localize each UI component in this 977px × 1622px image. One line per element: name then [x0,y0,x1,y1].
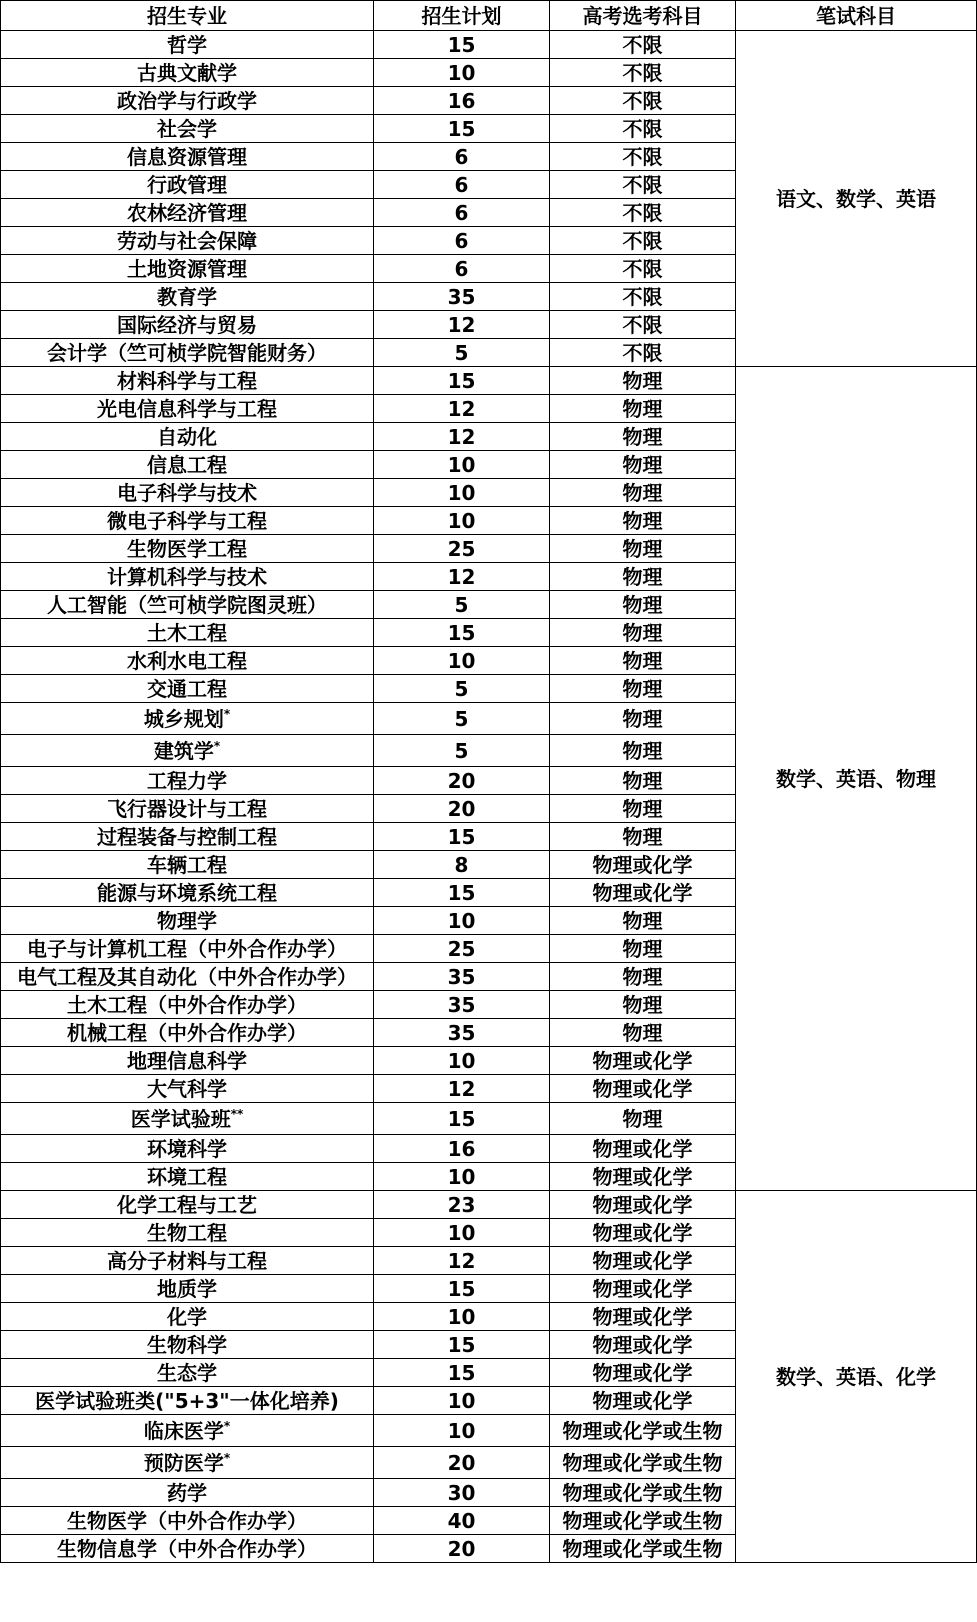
plan-cell: 15 [374,1103,550,1135]
plan-cell: 10 [374,1219,550,1247]
major-cell [1,1359,374,1387]
major-cell [1,1535,374,1563]
table-body [1,31,977,1563]
major-cell [1,423,374,451]
plan-cell: 8 [374,851,550,879]
plan-cell: 40 [374,1507,550,1535]
plan-cell: 25 [374,935,550,963]
major-name: 劳动与社会保障 [117,228,257,253]
plan-cell: 10 [374,1415,550,1447]
selected-subject-cell: 不限 [550,339,736,367]
major-cell [1,507,374,535]
plan-cell: 10 [374,907,550,935]
major-cell [1,851,374,879]
selected-subject-cell: 物理或化学 [550,1331,736,1359]
major-name: 机械工程（中外合作办学） [67,1020,307,1045]
selected-subject-cell: 物理或化学 [550,1047,736,1075]
major-name: 社会学 [157,116,217,141]
major-cell [1,1275,374,1303]
major-cell [1,735,374,767]
selected-subject-cell: 物理或化学 [550,1387,736,1415]
written-exam-cell: 数学、英语、化学 [736,1191,977,1563]
selected-subject-cell: 物理或化学或生物 [550,1535,736,1563]
major-name: 化学工程与工艺 [117,1192,257,1217]
major-cell [1,87,374,115]
plan-cell: 10 [374,451,550,479]
major-name: 哲学 [167,32,207,57]
selected-subject-cell: 物理 [550,907,736,935]
plan-cell: 15 [374,115,550,143]
major-name: 自动化 [157,424,217,449]
plan-cell: 6 [374,199,550,227]
selected-subject-cell: 不限 [550,199,736,227]
major-name: 过程装备与控制工程 [97,824,277,849]
plan-cell: 15 [374,879,550,907]
selected-subject-cell: 物理 [550,735,736,767]
selected-subject-cell: 物理 [550,479,736,507]
major-name: 光电信息科学与工程 [97,396,277,421]
plan-cell: 35 [374,283,550,311]
footnote-mark: * [223,1418,231,1433]
major-cell [1,1191,374,1219]
major-name: 医学试验班 [130,1106,231,1131]
major-name: 环境科学 [147,1136,227,1161]
header-row [1,1,977,31]
major-cell [1,1103,374,1135]
major-name: 药学 [167,1480,207,1505]
plan-cell: 10 [374,507,550,535]
selected-subject-cell: 物理 [550,563,736,591]
major-name: 城乡规划 [143,706,224,731]
major-name: 生物医学（中外合作办学） [67,1508,307,1533]
selected-subject-cell: 物理 [550,367,736,395]
plan-cell: 5 [374,703,550,735]
major-cell [1,535,374,563]
plan-cell: 12 [374,311,550,339]
selected-subject-cell: 物理 [550,795,736,823]
plan-cell: 10 [374,647,550,675]
major-name: 土木工程（中外合作办学） [67,992,307,1017]
plan-cell: 30 [374,1479,550,1507]
major-name: 化学 [167,1304,207,1329]
selected-subject-cell: 物理或化学或生物 [550,1479,736,1507]
major-cell [1,767,374,795]
selected-subject-cell: 物理 [550,703,736,735]
plan-cell: 35 [374,963,550,991]
major-cell [1,1387,374,1415]
selected-subject-cell: 物理或化学或生物 [550,1447,736,1479]
major-name: 交通工程 [147,676,227,701]
plan-cell: 5 [374,339,550,367]
major-name: 信息资源管理 [127,144,247,169]
major-cell [1,283,374,311]
selected-subject-cell: 物理或化学 [550,1135,736,1163]
table-row [1,367,977,395]
selected-subject-cell: 物理 [550,507,736,535]
major-cell [1,879,374,907]
major-name: 电子科学与技术 [117,480,257,505]
major-cell [1,451,374,479]
major-cell [1,339,374,367]
selected-subject-cell: 不限 [550,255,736,283]
selected-subject-cell: 物理 [550,619,736,647]
selected-subject-cell: 不限 [550,283,736,311]
major-name: 能源与环境系统工程 [97,880,277,905]
selected-subject-cell: 物理 [550,935,736,963]
major-name: 土地资源管理 [127,256,247,281]
selected-subject-cell: 物理或化学 [550,1247,736,1275]
major-cell [1,395,374,423]
major-cell [1,1019,374,1047]
major-name: 生态学 [157,1360,217,1385]
selected-subject-cell: 不限 [550,171,736,199]
plan-cell: 5 [374,591,550,619]
plan-cell: 12 [374,563,550,591]
selected-subject-cell: 不限 [550,115,736,143]
plan-cell: 15 [374,823,550,851]
plan-cell: 35 [374,991,550,1019]
plan-cell: 35 [374,1019,550,1047]
major-cell [1,255,374,283]
major-cell [1,31,374,59]
major-name: 大气科学 [147,1076,227,1101]
selected-subject-cell: 物理 [550,963,736,991]
major-cell [1,619,374,647]
major-cell [1,1415,374,1447]
major-name: 古典文献学 [137,60,237,85]
major-name: 信息工程 [147,452,227,477]
major-cell [1,59,374,87]
plan-cell: 23 [374,1191,550,1219]
major-cell [1,703,374,735]
plan-cell: 12 [374,395,550,423]
plan-cell: 12 [374,423,550,451]
table-row [1,31,977,59]
major-name: 建筑学 [153,738,214,763]
footnote-mark: * [223,706,231,721]
major-cell [1,1135,374,1163]
written-exam-cell: 语文、数学、英语 [736,31,977,367]
major-name: 生物科学 [147,1332,227,1357]
major-name: 电子与计算机工程（中外合作办学） [27,936,347,961]
plan-cell: 25 [374,535,550,563]
major-cell [1,1075,374,1103]
selected-subject-cell: 不限 [550,311,736,339]
major-name: 生物工程 [147,1220,227,1245]
major-cell [1,991,374,1019]
plan-cell: 10 [374,1047,550,1075]
major-name: 车辆工程 [147,852,227,877]
major-name: 会计学（竺可桢学院智能财务） [47,340,327,365]
major-cell [1,143,374,171]
selected-subject-cell: 物理或化学 [550,1275,736,1303]
selected-subject-cell: 物理或化学 [550,1163,736,1191]
major-name: 地理信息科学 [127,1048,247,1073]
header-written-exam: 笔试科目 [736,1,977,31]
selected-subject-cell: 不限 [550,87,736,115]
plan-cell: 15 [374,1275,550,1303]
major-name: 工程力学 [147,768,227,793]
plan-cell: 6 [374,143,550,171]
major-cell [1,647,374,675]
major-name: 环境工程 [147,1164,227,1189]
selected-subject-cell: 物理 [550,675,736,703]
selected-subject-cell: 物理 [550,647,736,675]
header-major: 招生专业 [1,1,374,31]
major-name: 教育学 [157,284,217,309]
plan-cell: 20 [374,1535,550,1563]
plan-cell: 20 [374,767,550,795]
plan-cell: 6 [374,171,550,199]
plan-cell: 15 [374,1359,550,1387]
header-plan: 招生计划 [374,1,550,31]
major-name: 高分子材料与工程 [107,1248,267,1273]
major-cell [1,1047,374,1075]
major-cell [1,1163,374,1191]
plan-cell: 15 [374,367,550,395]
major-cell [1,1331,374,1359]
selected-subject-cell: 物理 [550,591,736,619]
major-cell [1,311,374,339]
major-name: 预防医学 [143,1450,224,1475]
major-cell [1,171,374,199]
major-cell [1,675,374,703]
major-name: 生物医学工程 [127,536,247,561]
plan-cell: 16 [374,87,550,115]
major-name: 地质学 [157,1276,217,1301]
major-cell [1,115,374,143]
major-cell [1,199,374,227]
selected-subject-cell: 物理 [550,535,736,563]
selected-subject-cell: 物理或化学 [550,1303,736,1331]
plan-cell: 15 [374,1331,550,1359]
written-exam-cell: 数学、英语、物理 [736,367,977,1191]
major-cell [1,1447,374,1479]
plan-cell: 16 [374,1135,550,1163]
major-cell [1,563,374,591]
selected-subject-cell: 物理 [550,451,736,479]
header-selected-subject: 高考选考科目 [550,1,736,31]
selected-subject-cell: 物理 [550,423,736,451]
selected-subject-cell: 物理 [550,395,736,423]
selected-subject-cell: 物理或化学 [550,1359,736,1387]
major-name: 生物信息学（中外合作办学） [57,1536,317,1561]
major-name: 土木工程 [147,620,227,645]
major-name: 物理学 [157,908,217,933]
major-name: 电气工程及其自动化（中外合作办学） [17,964,357,989]
major-name: 人工智能（竺可桢学院图灵班） [47,592,327,617]
plan-cell: 12 [374,1075,550,1103]
selected-subject-cell: 物理 [550,767,736,795]
plan-cell: 12 [374,1247,550,1275]
major-name: 医学试验班类("5+3"一体化培养) [35,1388,339,1413]
major-cell [1,907,374,935]
major-cell [1,227,374,255]
selected-subject-cell: 物理或化学 [550,1191,736,1219]
selected-subject-cell: 物理 [550,1019,736,1047]
major-cell [1,367,374,395]
footnote-mark: ** [230,1106,244,1121]
plan-cell: 10 [374,1303,550,1331]
major-cell [1,479,374,507]
major-name: 计算机科学与技术 [107,564,267,589]
plan-cell: 20 [374,795,550,823]
plan-cell: 15 [374,619,550,647]
plan-cell: 6 [374,255,550,283]
major-cell [1,795,374,823]
major-name: 飞行器设计与工程 [107,796,267,821]
selected-subject-cell: 物理 [550,991,736,1019]
plan-cell: 15 [374,31,550,59]
major-name: 农林经济管理 [127,200,247,225]
major-cell [1,1219,374,1247]
plan-cell: 5 [374,675,550,703]
major-cell [1,963,374,991]
plan-cell: 6 [374,227,550,255]
selected-subject-cell: 不限 [550,227,736,255]
plan-cell: 20 [374,1447,550,1479]
plan-cell: 5 [374,735,550,767]
plan-cell: 10 [374,1163,550,1191]
plan-cell: 10 [374,479,550,507]
selected-subject-cell: 物理或化学 [550,1075,736,1103]
table-row [1,1191,977,1219]
major-cell [1,1479,374,1507]
selected-subject-cell: 物理 [550,1103,736,1135]
footnote-mark: * [213,738,221,753]
selected-subject-cell: 物理或化学 [550,851,736,879]
selected-subject-cell: 物理或化学 [550,1219,736,1247]
major-name: 政治学与行政学 [117,88,257,113]
selected-subject-cell: 物理或化学或生物 [550,1507,736,1535]
major-name: 行政管理 [147,172,227,197]
table-header [1,1,977,31]
major-cell [1,823,374,851]
major-name: 微电子科学与工程 [107,508,267,533]
selected-subject-cell: 物理或化学或生物 [550,1415,736,1447]
major-cell [1,935,374,963]
major-cell [1,1303,374,1331]
selected-subject-cell: 不限 [550,143,736,171]
footnote-mark: * [223,1450,231,1465]
selected-subject-cell: 不限 [550,59,736,87]
major-name: 临床医学 [143,1418,224,1443]
major-name: 国际经济与贸易 [117,312,257,337]
plan-cell: 10 [374,59,550,87]
major-name: 水利水电工程 [127,648,247,673]
major-name: 材料科学与工程 [117,368,257,393]
selected-subject-cell: 物理或化学 [550,879,736,907]
selected-subject-cell: 不限 [550,31,736,59]
selected-subject-cell: 物理 [550,823,736,851]
major-cell [1,591,374,619]
major-cell [1,1247,374,1275]
major-cell [1,1507,374,1535]
plan-cell: 10 [374,1387,550,1415]
